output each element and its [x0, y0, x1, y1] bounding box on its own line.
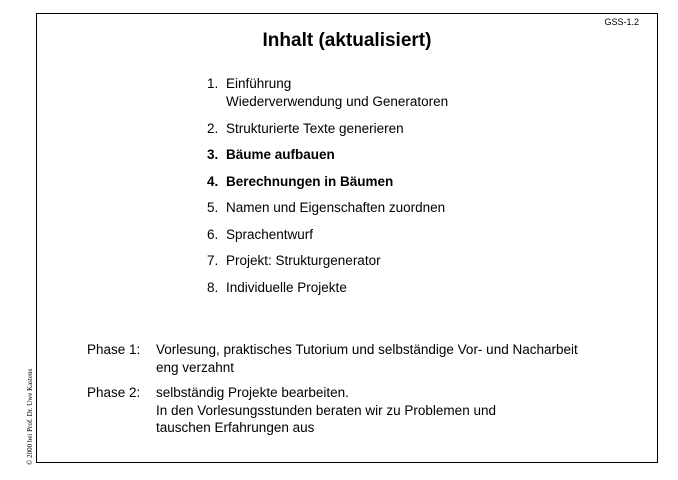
toc-item-5 [207, 199, 448, 217]
toc-item-7 [207, 252, 448, 270]
table-of-contents [207, 75, 448, 305]
toc-number: 2. [207, 120, 219, 136]
phase-label: Phase 1: [87, 342, 141, 357]
toc-number: 6. [207, 226, 219, 242]
phase-line: selbständig Projekte bearbeiten. [156, 385, 349, 400]
toc-text: Namen und Eigenschaften zuordnen [226, 200, 446, 215]
phase-line: tauschen Erfahrungen aus [156, 420, 315, 435]
toc-number: 3. [207, 147, 219, 162]
toc-number: 7. [207, 253, 219, 268]
toc-number: 5. [207, 200, 219, 215]
toc-text: Einführung [226, 76, 292, 91]
toc-subtext: Wiederverwendung und Generatoren [226, 94, 449, 109]
phases-section [87, 341, 626, 445]
phase-description [156, 384, 626, 437]
toc-text: Berechnungen in Bäumen [226, 173, 394, 189]
slide-title: Inhalt (aktualisiert) [262, 30, 432, 51]
toc-text: Individuelle Projekte [226, 279, 347, 295]
phase-label: Phase 2: [87, 385, 141, 400]
toc-text: Strukturierte Texte generieren [226, 120, 404, 136]
toc-number: 8. [207, 279, 219, 295]
copyright-notice: © 2000 bei Prof. Dr. Uwe Kastens [26, 368, 34, 465]
toc-item-4 [207, 173, 448, 191]
toc-text: Projekt: Strukturgenerator [226, 253, 381, 268]
slide-id: GSS-1.2 [604, 17, 639, 27]
phase-line: eng verzahnt [156, 359, 235, 375]
phase-2 [87, 384, 626, 437]
phase-description [156, 341, 626, 376]
phase-line: Vorlesung, praktisches Tutorium und selbständige Vor- und Nacharbeit [156, 342, 578, 357]
toc-text: Sprachentwurf [226, 226, 314, 242]
toc-item-3 [207, 146, 448, 164]
toc-item-2 [207, 120, 448, 138]
slide-frame [36, 13, 658, 463]
toc-item-6 [207, 226, 448, 244]
toc-number: 1. [207, 76, 219, 91]
toc-item-1 [207, 75, 448, 111]
phase-1 [87, 341, 626, 376]
phase-line: In den Vorlesungsstunden beraten wir zu Problemen und [156, 402, 496, 418]
toc-text: Bäume aufbauen [226, 147, 335, 162]
toc-number: 4. [207, 173, 219, 189]
toc-item-8 [207, 279, 448, 297]
